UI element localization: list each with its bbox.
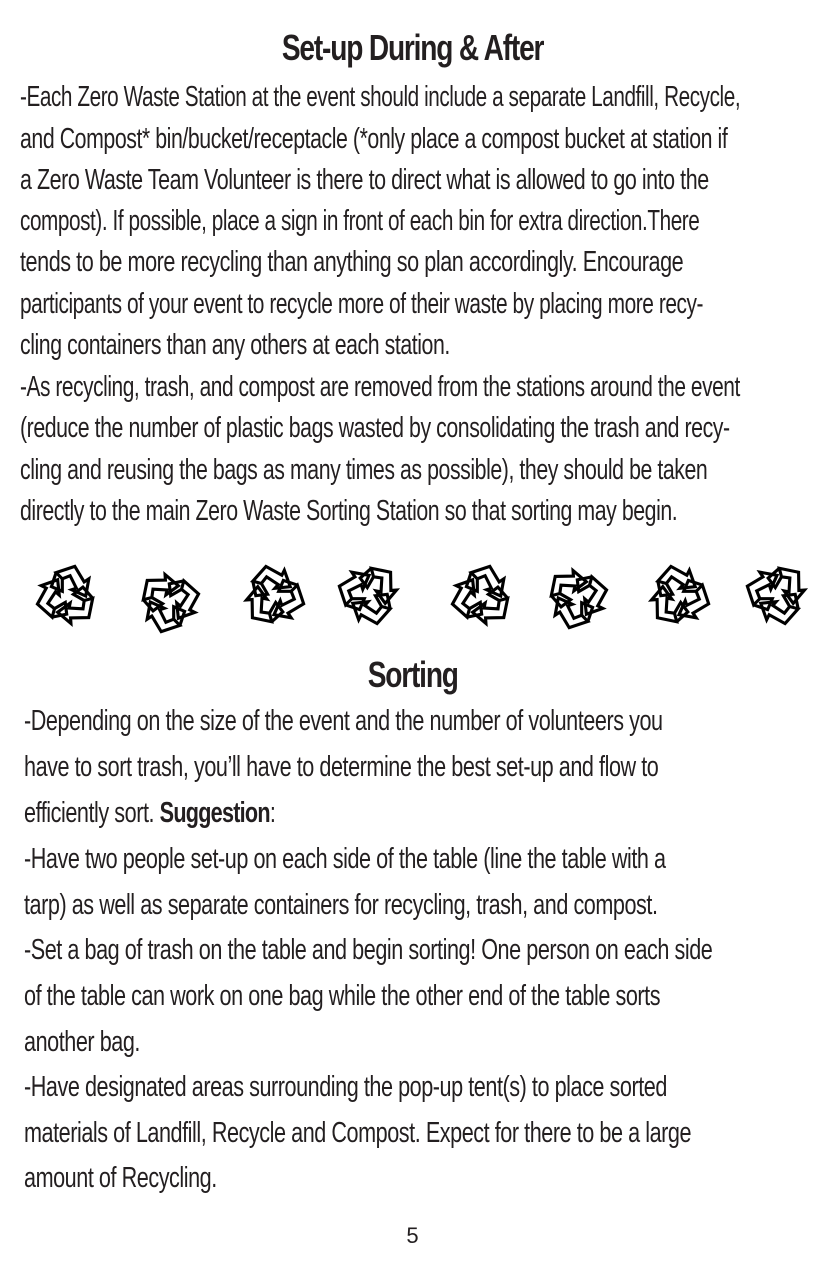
body-line: tarp) as well as separate containers for recycling, trash, and compost. xyxy=(24,889,658,921)
recycle-icon xyxy=(524,545,631,652)
section-heading-sorting xyxy=(0,655,825,695)
body-line: another bag. xyxy=(24,1026,140,1058)
body-line: cling containers than any others at each station. xyxy=(20,329,450,361)
recycle-icon xyxy=(221,543,328,650)
body-line: -As recycling, trash, and compost are removed from the stations around the event xyxy=(20,371,740,403)
body-line: directly to the main Zero Waste Sorting Station so that sorting may begin. xyxy=(20,495,678,527)
suggestion-colon: : xyxy=(269,797,276,829)
body-line: compost). If possible, place a sign in front of each bin for extra direction.There xyxy=(20,205,700,237)
body-line: tends to be more recycling than anything so plan accordingly. Encourage xyxy=(20,246,684,278)
body-line: -Depending on the size of the event and the number of volunteers you xyxy=(24,705,663,737)
suggestion-label: Suggestion xyxy=(159,797,270,829)
body-line: have to sort trash, you’ll have to determine the best set-up and flow to xyxy=(24,751,659,783)
body-line: materials of Landfill, Recycle and Compost. Expect for there to be a large xyxy=(24,1117,692,1149)
section-heading-setup xyxy=(0,28,825,68)
body-line: of the table can work on one bag while the other end of the table sorts xyxy=(24,980,661,1012)
body-line: cling and reusing the bags as many times as possible), they should be taken xyxy=(20,454,708,486)
recycle-icon xyxy=(316,541,423,648)
section-heading-sorting-text: Sorting xyxy=(367,654,458,695)
body-line: (reduce the number of plastic bags wasted by consolidating the trash and recy- xyxy=(20,412,730,444)
body-line: -Have two people set-up on each side of the table (line the table with a xyxy=(24,843,666,875)
section-heading-setup-text: Set-up During & After xyxy=(281,27,544,68)
recycle-icon xyxy=(28,557,106,635)
body-line-suggestion xyxy=(24,796,275,830)
body-line: participants of your event to recycle more of their waste by placing more recy- xyxy=(20,288,704,320)
body-line: -Set a bag of trash on the table and begin sorting! One person on each side xyxy=(24,934,713,966)
body-line: a Zero Waste Team Volunteer is there to direct what is allowed to go into the xyxy=(20,164,709,196)
body-line: amount of Recycling. xyxy=(24,1162,217,1194)
body-line: and Compost* bin/bucket/receptacle (*only place a compost bucket at station if xyxy=(20,123,728,155)
page-number: 5 xyxy=(406,1223,419,1248)
body-line: -Have designated areas surrounding the pop-up tent(s) to place sorted xyxy=(24,1071,667,1103)
recycle-icon xyxy=(724,541,825,648)
body-line-text: efficiently sort. xyxy=(24,797,160,829)
recycle-divider xyxy=(0,555,825,650)
recycle-icon xyxy=(626,543,733,650)
body-line: -Each Zero Waste Station at the event should include a separate Landfill, Recycle, xyxy=(20,81,741,113)
recycle-icon xyxy=(116,549,223,656)
recycle-icon xyxy=(443,557,521,635)
